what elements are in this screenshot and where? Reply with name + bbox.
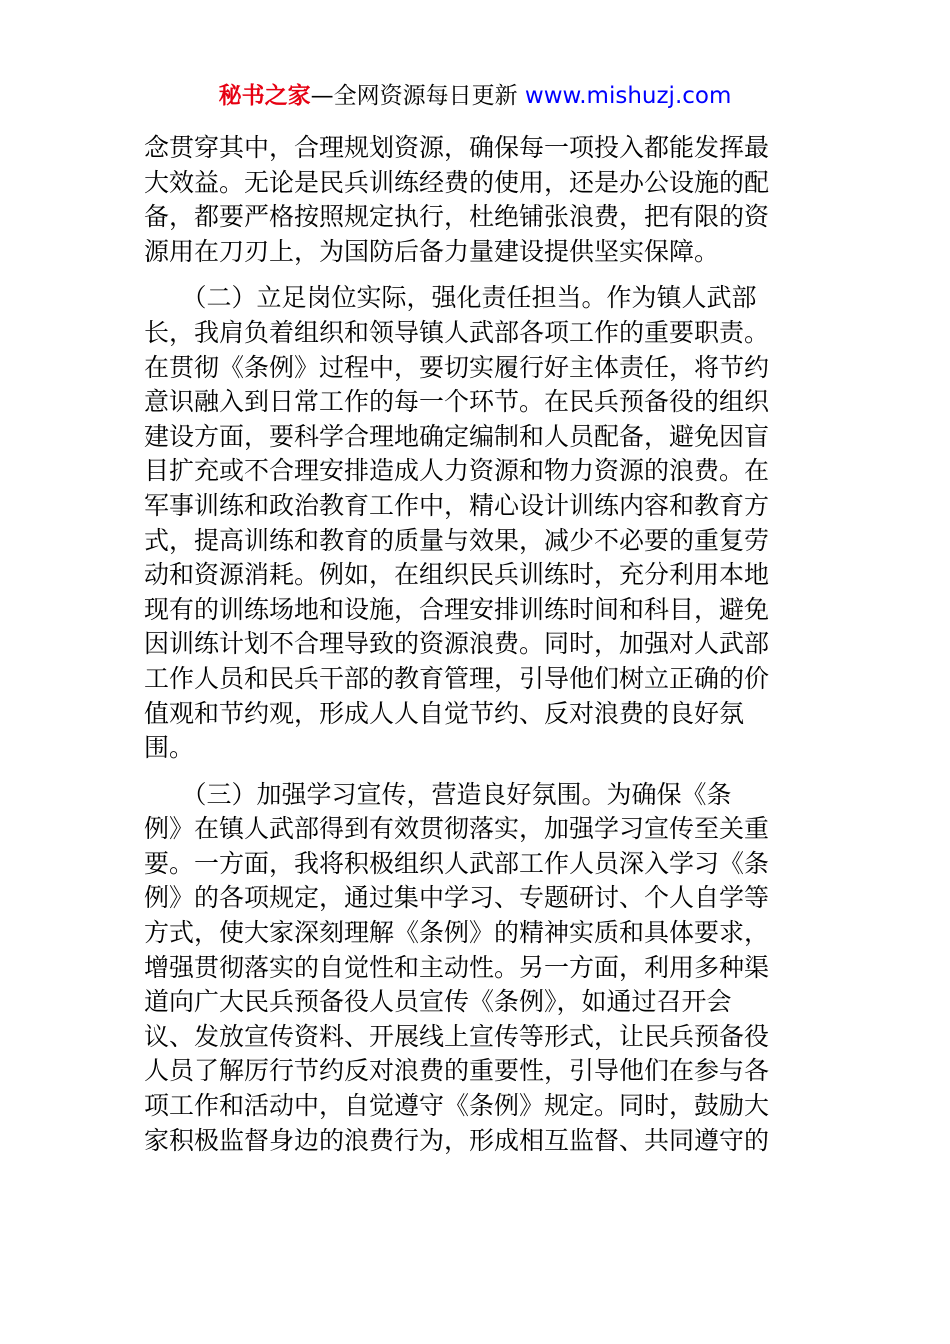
text-line: 例》在镇人武部得到有效贯彻落实，加强学习宣传至关重 xyxy=(144,814,770,844)
text-line: 式，提高训练和教育的质量与效果，减少不必要的重复劳 xyxy=(144,525,770,555)
text-line: 家积极监督身边的浪费行为，形成相互监督、共同遵守的 xyxy=(144,1125,770,1155)
text-line: 道向广大民兵预备役人员宣传《条例》，如通过召开会 xyxy=(144,987,732,1017)
header-url-link[interactable]: www.mishuzj.com xyxy=(524,83,732,109)
text-line: 人员了解厉行节约反对浪费的重要性，引导他们在参与各 xyxy=(144,1056,770,1086)
text-line: 建设方面，要科学合理地确定编制和人员配备，避免因盲 xyxy=(144,421,770,451)
text-line: （三）加强学习宣传，营造良好氛围。为确保《条 xyxy=(144,779,732,809)
text-line: 因训练计划不合理导致的资源浪费。同时，加强对人武部 xyxy=(144,629,770,659)
document-body xyxy=(144,131,809,1158)
text-line: 大效益。无论是民兵训练经费的使用，还是办公设施的配 xyxy=(144,167,770,197)
text-line: 增强贯彻落实的自觉性和主动性。另一方面，利用多种渠 xyxy=(144,952,770,982)
text-line: 例》的各项规定，通过集中学习、专题研讨、个人自学等 xyxy=(144,883,770,913)
text-line: 工作人员和民兵干部的教育管理，引导他们树立正确的价 xyxy=(144,663,770,693)
text-line: 源用在刀刃上，为国防后备力量建设提供坚实保障。 xyxy=(144,236,720,266)
paragraph xyxy=(144,281,809,765)
paragraph xyxy=(144,778,809,1159)
text-line: 在贯彻《条例》过程中，要切实履行好主体责任，将节约 xyxy=(144,352,770,382)
text-line: 现有的训练场地和设施，合理安排训练时间和科目，避免 xyxy=(144,594,770,624)
text-line: 意识融入到日常工作的每一个环节。在民兵预备役的组织 xyxy=(144,387,770,417)
text-line: （二）立足岗位实际，强化责任担当。作为镇人武部 xyxy=(144,283,757,313)
text-line: 目扩充或不合理安排造成人力资源和物力资源的浪费。在 xyxy=(144,456,770,486)
text-line: 围。 xyxy=(144,733,195,763)
text-line: 方式，使大家深刻理解《条例》的精神实质和具体要求， xyxy=(144,918,770,948)
text-line: 项工作和活动中，自觉遵守《条例》规定。同时，鼓励大 xyxy=(144,1091,770,1121)
header-brand: 秘书之家 xyxy=(218,83,311,109)
text-line: 议、发放宣传资料、开展线上宣传等形式，让民兵预备役 xyxy=(144,1021,770,1051)
text-line: 军事训练和政治教育工作中，精心设计训练内容和教育方 xyxy=(144,490,770,520)
text-line: 值观和节约观，形成人人自觉节约、反对浪费的良好氛 xyxy=(144,698,745,728)
paragraph xyxy=(144,131,809,269)
page-header xyxy=(0,80,950,112)
text-line: 要。一方面，我将积极组织人武部工作人员深入学习《条 xyxy=(144,848,770,878)
text-line: 动和资源消耗。例如，在组织民兵训练时，充分利用本地 xyxy=(144,560,770,590)
header-tagline: —全网资源每日更新 xyxy=(310,83,525,109)
text-line: 备，都要严格按照规定执行，杜绝铺张浪费，把有限的资 xyxy=(144,202,770,232)
text-line: 念贯穿其中，合理规划资源，确保每一项投入都能发挥最 xyxy=(144,133,770,162)
text-line: 长，我肩负着组织和领导镇人武部各项工作的重要职责。 xyxy=(144,317,770,347)
